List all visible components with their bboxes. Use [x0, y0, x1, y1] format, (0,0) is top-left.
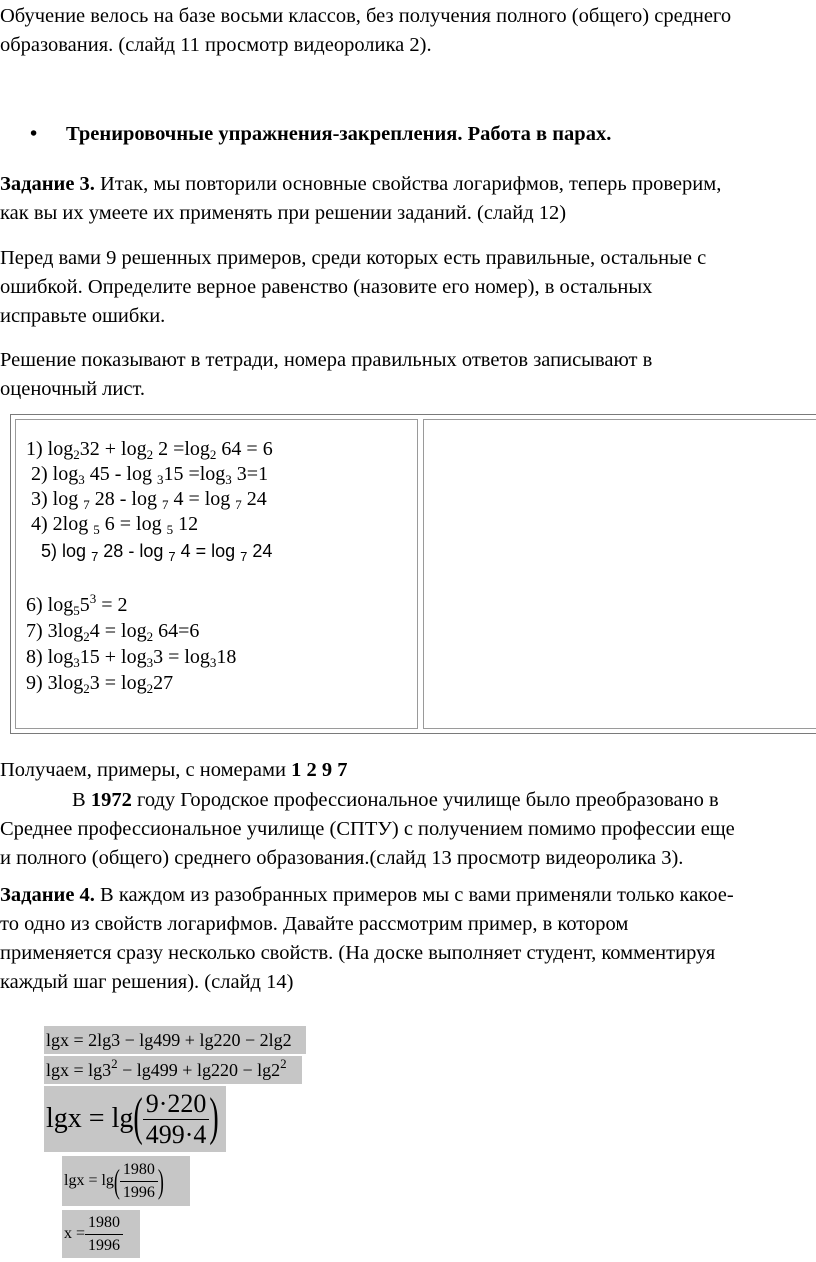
history-line: и полного (общего) среднего образования.(слайд 13 просмотр видеоролика 3).: [0, 847, 684, 869]
result-text: Получаем, примеры, с номерами: [0, 759, 292, 781]
notebook-line: Решение показывают в тетради, номера правильных ответов записывают в: [0, 349, 653, 371]
history-line: Среднее профессиональное училище (СПТУ) с получением помимо профессии еще: [0, 818, 735, 840]
task3-text: Итак, мы повторили основные свойства логарифмов, теперь проверим,: [94, 173, 722, 195]
result-line: [0, 756, 816, 785]
history-text: году Городское профессиональное училище было преобразовано в: [131, 789, 719, 811]
task4-paragraph: [0, 881, 816, 997]
example-8: 8) $\log_315 + \log_33 = \log_318$: [26, 646, 237, 670]
formula-1: lgx = 2lg3 − lg499 + lg220 − 2lg2: [44, 1026, 306, 1054]
example-4: 4) 2log $_5$ 6 = log $_5$ 12: [31, 513, 199, 537]
example-2: 2) $\log_3 45 - \log _315 =\log_3$ 3=1: [31, 463, 269, 487]
bullet-item: [30, 120, 611, 149]
task4-line: применяется сразу несколько свойств. (На доске выполняет студент, комментируя: [0, 942, 716, 964]
formula-5: x = $\frac{1980}{1996}$: [62, 1210, 140, 1258]
instructions-line: ошибкой. Определите верное равенство (назовите его номер), в остальных: [0, 276, 653, 298]
history-paragraph: [0, 786, 816, 873]
example-6: 6) $\log_55^3 = 2$: [26, 591, 128, 618]
example-1: 1) $\log_232 + \log_2 2 =\log_2$ 64 = 6: [26, 438, 273, 462]
task4-label: Задание 4.: [0, 884, 95, 906]
formula-3: lgx = lg ( $\frac{9\cdot 220}{499\cdot 4}$ ): [44, 1086, 226, 1152]
intro-line: образования. (слайд 11 просмотр видеоролика 2).: [0, 34, 432, 56]
example-7: 7) $3\log_24 = \log_2 64=6$: [26, 620, 200, 644]
intro-paragraph: [0, 2, 816, 60]
task4-line: каждый шаг решения). (слайд 14): [0, 971, 294, 993]
task4-line: то одно из свойств логарифмов. Давайте рассмотрим пример, в котором: [0, 913, 629, 935]
instructions-line: Перед вами 9 решенных примеров, среди которых есть правильные, остальные с: [0, 247, 707, 269]
empty-cell: [423, 419, 816, 729]
task3-text: как вы их умеете их применять при решении заданий. (слайд 12): [0, 202, 567, 224]
examples-table: [10, 414, 816, 734]
bullet-text: Тренировочные упражнения-закрепления. Работа в парах.: [66, 123, 612, 145]
bullet-dot: •: [30, 123, 38, 145]
result-numbers: 1 2 9 7: [291, 759, 348, 781]
example-5: 5) log $_7$ 28 - log $_7$ 4 = log $_7$ 24: [41, 541, 273, 564]
notebook-line: оценочный лист.: [0, 378, 146, 400]
example-9: 9) $3\log_23 = \log_227$: [26, 672, 174, 696]
task3-paragraph: [0, 170, 816, 228]
example-3: 3) log $_7$ 28 - log $_7$ 4 = log $_7$ 24: [31, 488, 267, 512]
history-text: В: [72, 789, 91, 811]
intro-line: Обучение велось на базе восьми классов, без получения полного (общего) среднего: [0, 5, 732, 27]
task3-label: Задание 3.: [0, 173, 95, 195]
history-year: 1972: [90, 789, 132, 811]
task4-text: В каждом из разобранных примеров мы с вами применяли только какое-: [94, 884, 734, 906]
notebook-paragraph: [0, 346, 816, 404]
formula-4: lgx = lg ( $\frac{1980}{1996}$ ): [62, 1156, 190, 1206]
instructions-line: исправьте ошибки.: [0, 305, 166, 327]
instructions-paragraph: [0, 244, 816, 331]
formula-2: $\lg x = \lg 3^2 - \lg 499 + \lg 220 - \lg 2^2$: [44, 1056, 302, 1084]
